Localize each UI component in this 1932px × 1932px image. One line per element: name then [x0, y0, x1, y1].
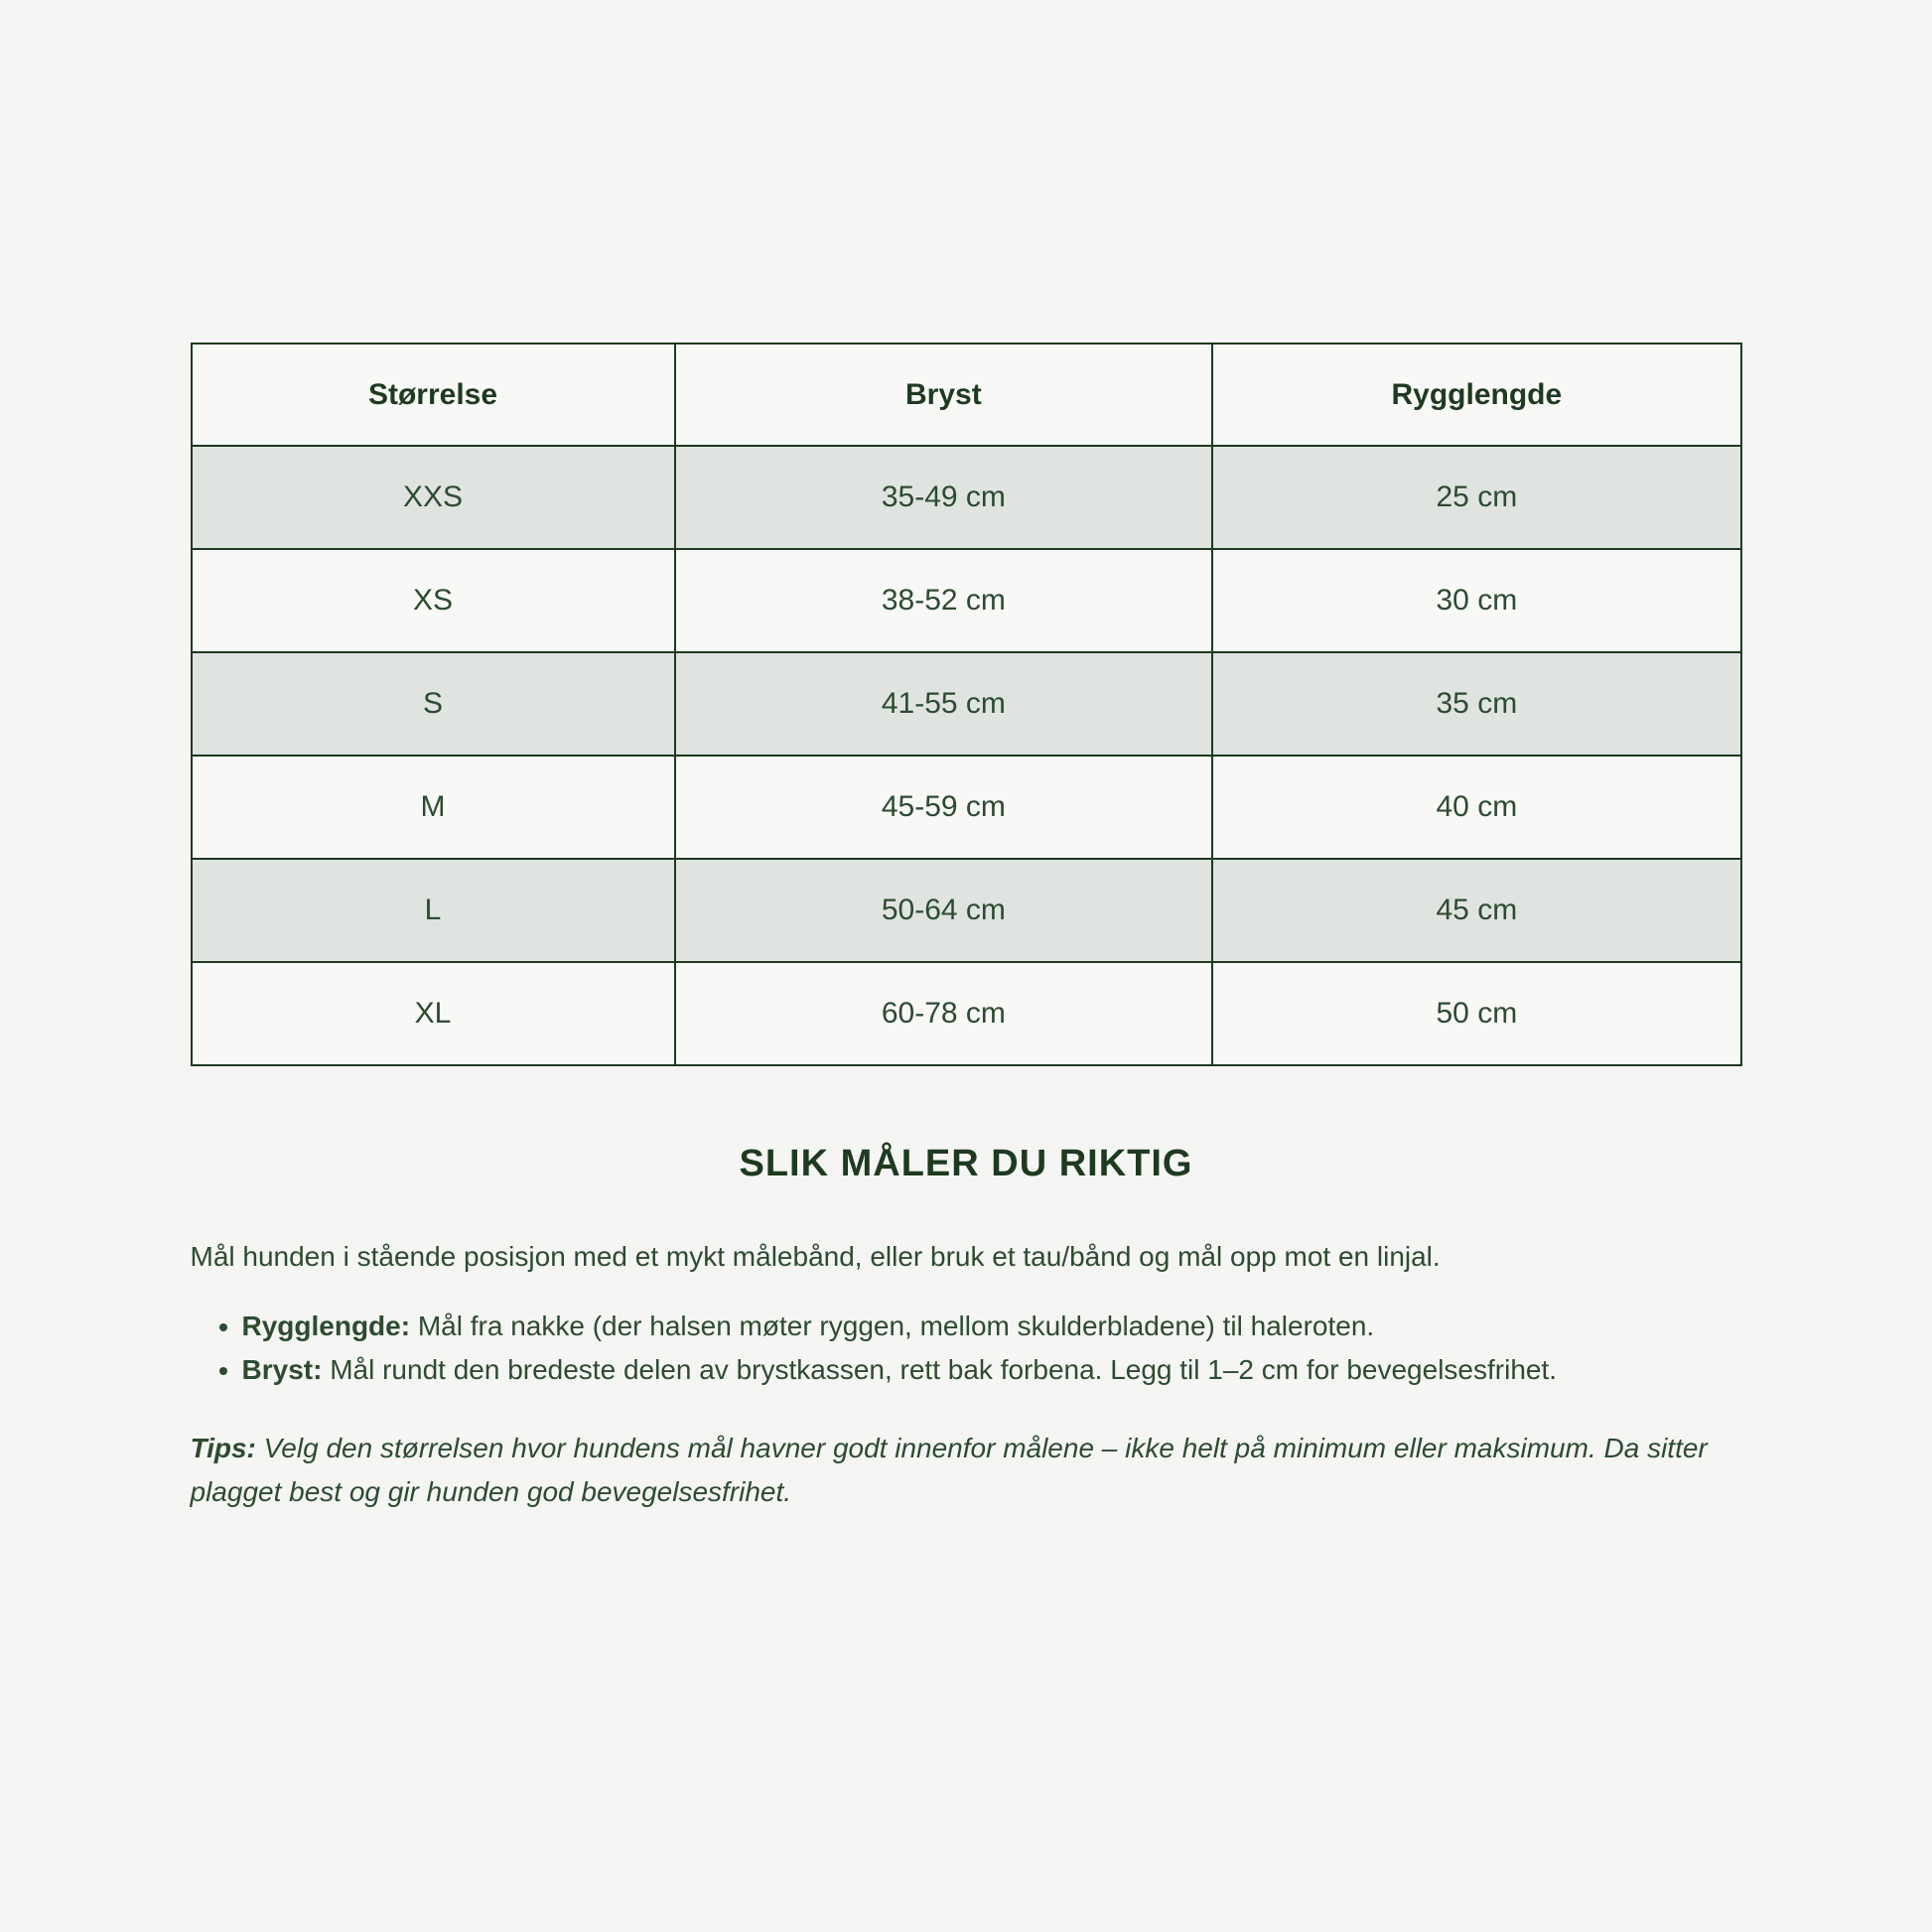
cell-chest: 50-64 cm — [675, 859, 1213, 962]
cell-size: XXS — [192, 446, 675, 549]
size-chart-table — [191, 343, 1742, 1066]
cell-size: XS — [192, 549, 675, 652]
cell-size: XL — [192, 962, 675, 1065]
cell-chest: 60-78 cm — [675, 962, 1213, 1065]
list-item-chest — [242, 1348, 1742, 1391]
bullet-label: Rygglengde: — [241, 1311, 411, 1342]
cell-back: 50 cm — [1212, 962, 1740, 1065]
table-row — [192, 756, 1741, 859]
cell-chest: 38-52 cm — [675, 549, 1213, 652]
column-header-back: Rygglengde — [1212, 344, 1740, 446]
bullet-text: Mål rundt den bredeste delen av brystkassen, rett bak forbena. Legg til 1–2 cm for bevegelsesfrihet. — [330, 1353, 1558, 1385]
cell-size: S — [192, 652, 675, 756]
table-header-row — [192, 344, 1741, 446]
section-heading: SLIK MÅLER DU RIKTIG — [739, 1143, 1193, 1184]
cell-back: 40 cm — [1212, 756, 1740, 859]
column-header-chest: Bryst — [675, 344, 1213, 446]
cell-back: 45 cm — [1212, 859, 1740, 962]
tips-label: Tips: — [190, 1433, 256, 1464]
cell-back: 35 cm — [1212, 652, 1740, 756]
cell-chest: 41-55 cm — [675, 652, 1213, 756]
cell-back: 25 cm — [1212, 446, 1740, 549]
table-row — [192, 859, 1741, 962]
cell-size: M — [192, 756, 675, 859]
measure-instructions-list — [191, 1305, 1742, 1391]
tips-text: Velg den størrelsen hvor hundens mål havner godt innenfor målene – ikke helt på minimum eller maksimum. Da sitter plagget best og gir hunden god bevegelsesfrihet. — [190, 1433, 1708, 1507]
column-header-size: Størrelse — [192, 344, 675, 446]
list-item-back-length — [242, 1305, 1742, 1347]
size-guide-section — [191, 0, 1742, 1513]
table-row — [192, 652, 1741, 756]
tips-paragraph — [191, 1427, 1742, 1513]
cell-size: L — [192, 859, 675, 962]
table-row — [192, 446, 1741, 549]
bullet-text: Mål fra nakke (der halsen møter ryggen, mellom skulderbladene) til haleroten. — [417, 1311, 1375, 1342]
cell-back: 30 cm — [1212, 549, 1740, 652]
intro-paragraph: Mål hunden i stående posisjon med et mykt målebånd, eller bruk et tau/bånd og mål opp mot en linjal. — [190, 1241, 1441, 1272]
bullet-label: Bryst: — [241, 1353, 323, 1385]
cell-chest: 35-49 cm — [675, 446, 1213, 549]
table-row — [192, 962, 1741, 1065]
table-row — [192, 549, 1741, 652]
cell-chest: 45-59 cm — [675, 756, 1213, 859]
